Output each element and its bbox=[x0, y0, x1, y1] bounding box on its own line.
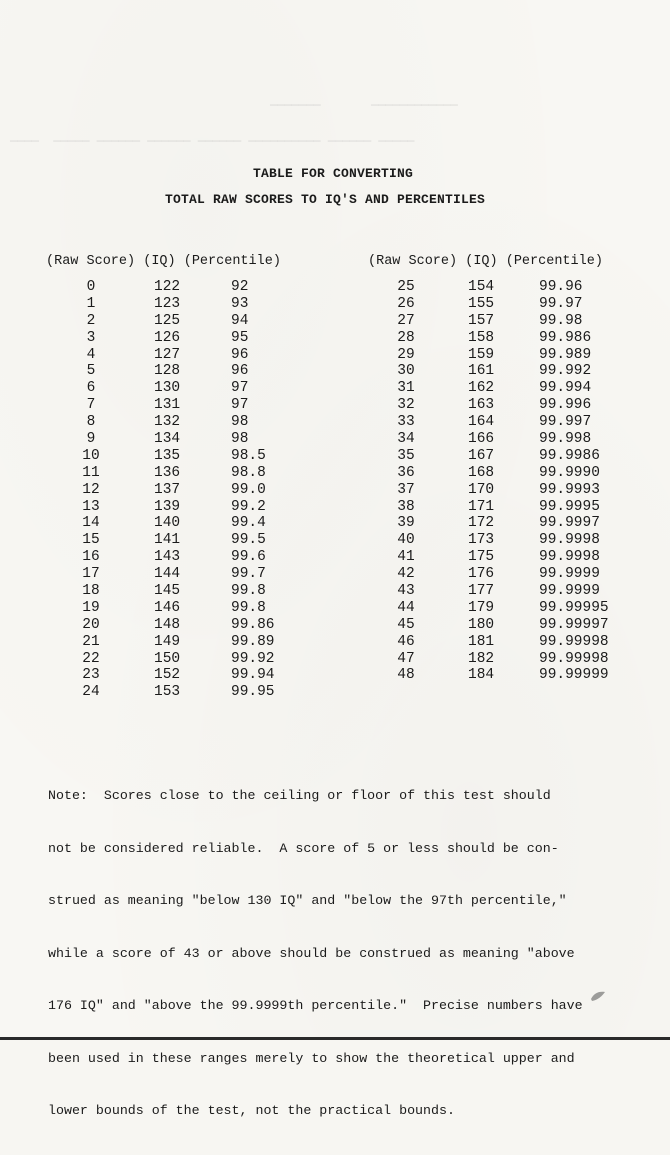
percentile-cell: 99.94 bbox=[231, 667, 275, 684]
iq-cell: 146 bbox=[154, 599, 181, 616]
percentile-cell: 96 bbox=[231, 346, 249, 363]
percentile-cell: 99.97 bbox=[539, 295, 583, 312]
raw-score-cell: 13 bbox=[82, 498, 100, 515]
percentile-cell: 99.7 bbox=[231, 566, 266, 583]
percentile-cell: 99.9999 bbox=[539, 566, 600, 583]
table-row bbox=[51, 296, 331, 313]
table-title-line-1: TABLE FOR CONVERTING bbox=[252, 166, 414, 181]
table-row bbox=[371, 566, 651, 583]
table-row bbox=[51, 515, 331, 532]
iq-cell: 168 bbox=[468, 464, 495, 481]
iq-cell: 144 bbox=[154, 566, 181, 583]
raw-score-cell: 20 bbox=[82, 616, 100, 633]
percentile-cell: 99.95 bbox=[231, 684, 275, 701]
table-row bbox=[51, 667, 331, 684]
percentile-cell: 99.9999 bbox=[539, 583, 600, 600]
right-column-headers: (Raw Score) (IQ) (Percentile) bbox=[368, 254, 603, 269]
table-row bbox=[51, 634, 331, 651]
table-row bbox=[371, 532, 651, 549]
iq-cell: 149 bbox=[154, 633, 181, 650]
raw-score-cell: 30 bbox=[397, 363, 415, 380]
percentile-cell: 99.8 bbox=[231, 599, 266, 616]
percentile-cell: 99.9995 bbox=[539, 498, 600, 515]
conversion-table-left bbox=[51, 279, 331, 701]
iq-cell: 132 bbox=[154, 414, 181, 431]
note-paragraph bbox=[48, 752, 648, 1155]
iq-cell: 154 bbox=[468, 279, 495, 295]
percentile-cell: 99.89 bbox=[231, 633, 275, 650]
iq-cell: 179 bbox=[468, 599, 495, 616]
raw-score-cell: 8 bbox=[86, 414, 96, 431]
raw-score-cell: 48 bbox=[397, 667, 415, 684]
percentile-cell: 99.997 bbox=[539, 414, 592, 431]
iq-cell: 158 bbox=[468, 329, 495, 346]
iq-cell: 166 bbox=[468, 431, 495, 448]
percentile-cell: 99.992 bbox=[539, 363, 592, 380]
table-row bbox=[51, 414, 331, 431]
raw-score-cell: 41 bbox=[397, 549, 415, 566]
table-row bbox=[371, 499, 651, 516]
raw-score-cell: 44 bbox=[397, 599, 415, 616]
table-row bbox=[51, 448, 331, 465]
percentile-cell: 99.9998 bbox=[539, 532, 600, 549]
table-row bbox=[371, 617, 651, 634]
iq-cell: 128 bbox=[154, 363, 181, 380]
raw-score-cell: 38 bbox=[397, 498, 415, 515]
percentile-cell: 95 bbox=[231, 329, 249, 346]
percentile-cell: 93 bbox=[231, 295, 249, 312]
note-line: been used in these ranges merely to show the theoretical upper and bbox=[48, 1050, 575, 1066]
raw-score-cell: 45 bbox=[397, 616, 415, 633]
raw-score-cell: 4 bbox=[86, 346, 96, 363]
percentile-cell: 99.4 bbox=[231, 515, 266, 532]
iq-cell: 170 bbox=[468, 481, 495, 498]
iq-cell: 139 bbox=[154, 498, 181, 515]
raw-score-cell: 36 bbox=[397, 464, 415, 481]
raw-score-cell: 2 bbox=[86, 312, 96, 329]
percentile-cell: 99.98 bbox=[539, 312, 583, 329]
raw-score-cell: 9 bbox=[86, 431, 96, 448]
percentile-cell: 96 bbox=[231, 363, 249, 380]
iq-cell: 171 bbox=[468, 498, 495, 515]
table-row bbox=[51, 380, 331, 397]
note-line: strued as meaning "below 130 IQ" and "below the 97th percentile," bbox=[48, 893, 567, 908]
table-row bbox=[371, 313, 651, 330]
table-row bbox=[371, 279, 651, 296]
percentile-cell: 99.996 bbox=[539, 397, 592, 414]
table-row bbox=[371, 397, 651, 414]
percentile-cell: 98.5 bbox=[231, 447, 266, 464]
iq-cell: 159 bbox=[468, 346, 495, 363]
table-row bbox=[51, 363, 331, 380]
raw-score-cell: 15 bbox=[82, 532, 100, 549]
percentile-cell: 99.986 bbox=[539, 329, 592, 346]
iq-cell: 163 bbox=[468, 397, 495, 414]
iq-cell: 123 bbox=[154, 295, 181, 312]
percentile-cell: 99.9990 bbox=[539, 464, 600, 481]
raw-score-cell: 27 bbox=[397, 312, 415, 329]
percentile-cell: 99.9993 bbox=[539, 481, 600, 498]
iq-cell: 136 bbox=[154, 464, 181, 481]
table-row bbox=[51, 600, 331, 617]
iq-cell: 180 bbox=[468, 616, 495, 633]
raw-score-cell: 26 bbox=[397, 295, 415, 312]
raw-score-cell: 42 bbox=[397, 566, 415, 583]
raw-score-cell: 21 bbox=[82, 633, 100, 650]
raw-score-cell: 10 bbox=[82, 447, 100, 464]
table-row bbox=[51, 651, 331, 668]
iq-cell: 137 bbox=[154, 481, 181, 498]
table-row bbox=[371, 515, 651, 532]
percentile-cell: 99.99998 bbox=[539, 633, 609, 650]
table-row bbox=[371, 667, 651, 684]
raw-score-cell: 1 bbox=[86, 295, 96, 312]
raw-score-cell: 12 bbox=[82, 481, 100, 498]
iq-cell: 134 bbox=[154, 431, 181, 448]
raw-score-cell: 23 bbox=[82, 667, 100, 684]
raw-score-cell: 17 bbox=[82, 566, 100, 583]
table-row bbox=[51, 583, 331, 600]
percentile-cell: 99.99999 bbox=[539, 667, 609, 684]
iq-cell: 152 bbox=[154, 667, 181, 684]
iq-cell: 153 bbox=[154, 684, 181, 701]
table-title-line-2: TOTAL RAW SCORES TO IQ'S AND PERCENTILES bbox=[164, 192, 486, 207]
percentile-cell: 99.9986 bbox=[539, 447, 600, 464]
percentile-cell: 99.9998 bbox=[539, 549, 600, 566]
percentile-cell: 99.99998 bbox=[539, 650, 609, 667]
iq-cell: 173 bbox=[468, 532, 495, 549]
iq-cell: 155 bbox=[468, 295, 495, 312]
table-row bbox=[371, 482, 651, 499]
iq-cell: 176 bbox=[468, 566, 495, 583]
raw-score-cell: 3 bbox=[86, 329, 96, 346]
table-row bbox=[371, 431, 651, 448]
table-row bbox=[371, 651, 651, 668]
raw-score-cell: 14 bbox=[82, 515, 100, 532]
table-row bbox=[371, 414, 651, 431]
iq-cell: 162 bbox=[468, 380, 495, 397]
left-column-headers: (Raw Score) (IQ) (Percentile) bbox=[46, 254, 281, 269]
table-row bbox=[371, 347, 651, 364]
percentile-cell: 98 bbox=[231, 431, 249, 448]
table-row bbox=[51, 549, 331, 566]
iq-cell: 167 bbox=[468, 447, 495, 464]
percentile-cell: 99.2 bbox=[231, 498, 266, 515]
iq-cell: 127 bbox=[154, 346, 181, 363]
table-row bbox=[51, 566, 331, 583]
table-row bbox=[51, 532, 331, 549]
table-row bbox=[51, 465, 331, 482]
iq-cell: 145 bbox=[154, 583, 181, 600]
raw-score-cell: 37 bbox=[397, 481, 415, 498]
iq-cell: 126 bbox=[154, 329, 181, 346]
iq-cell: 150 bbox=[154, 650, 181, 667]
table-row bbox=[371, 634, 651, 651]
iq-cell: 143 bbox=[154, 549, 181, 566]
raw-score-cell: 24 bbox=[82, 684, 100, 701]
raw-score-cell: 25 bbox=[397, 279, 415, 295]
percentile-cell: 99.99997 bbox=[539, 616, 609, 633]
raw-score-cell: 5 bbox=[86, 363, 96, 380]
iq-cell: 177 bbox=[468, 583, 495, 600]
iq-cell: 184 bbox=[468, 667, 495, 684]
table-row bbox=[371, 583, 651, 600]
iq-cell: 122 bbox=[154, 279, 181, 295]
bleed-through-text: ▁▁▁▁ ▁▁▁▁▁ ▁▁▁▁▁▁ ▁▁▁▁▁▁ ▁▁▁▁▁▁ ▁▁▁▁▁▁▁▁▁▁ ▁▁▁▁▁▁ ▁▁▁▁▁ bbox=[10, 129, 415, 143]
bleed-through-text: ▁▁▁▁▁▁▁ ▁▁▁▁▁▁▁▁▁▁▁▁ bbox=[270, 93, 458, 107]
percentile-cell: 99.998 bbox=[539, 431, 592, 448]
table-row bbox=[51, 482, 331, 499]
table-row bbox=[51, 397, 331, 414]
table-row bbox=[371, 380, 651, 397]
iq-cell: 130 bbox=[154, 380, 181, 397]
raw-score-cell: 46 bbox=[397, 633, 415, 650]
iq-cell: 181 bbox=[468, 633, 495, 650]
percentile-cell: 99.989 bbox=[539, 346, 592, 363]
iq-cell: 175 bbox=[468, 549, 495, 566]
table-row bbox=[371, 448, 651, 465]
note-line: lower bounds of the test, not the practical bounds. bbox=[48, 1103, 455, 1118]
raw-score-cell: 31 bbox=[397, 380, 415, 397]
raw-score-cell: 35 bbox=[397, 447, 415, 464]
percentile-cell: 99.9997 bbox=[539, 515, 600, 532]
note-line: not be considered reliable. A score of 5 or less should be con- bbox=[48, 840, 559, 856]
percentile-cell: 98.8 bbox=[231, 464, 266, 481]
raw-score-cell: 22 bbox=[82, 650, 100, 667]
iq-cell: 164 bbox=[468, 414, 495, 431]
percentile-cell: 99.96 bbox=[539, 279, 583, 295]
percentile-cell: 99.92 bbox=[231, 650, 275, 667]
ink-smudge bbox=[590, 990, 606, 1002]
iq-cell: 141 bbox=[154, 532, 181, 549]
iq-cell: 125 bbox=[154, 312, 181, 329]
raw-score-cell: 16 bbox=[82, 549, 100, 566]
raw-score-cell: 6 bbox=[86, 380, 96, 397]
raw-score-cell: 18 bbox=[82, 583, 100, 600]
iq-cell: 161 bbox=[468, 363, 495, 380]
raw-score-cell: 28 bbox=[397, 329, 415, 346]
percentile-cell: 97 bbox=[231, 380, 249, 397]
table-row bbox=[371, 330, 651, 347]
iq-cell: 148 bbox=[154, 616, 181, 633]
raw-score-cell: 40 bbox=[397, 532, 415, 549]
raw-score-cell: 43 bbox=[397, 583, 415, 600]
raw-score-cell: 11 bbox=[82, 464, 100, 481]
table-row bbox=[51, 347, 331, 364]
raw-score-cell: 34 bbox=[397, 431, 415, 448]
conversion-table-right bbox=[371, 279, 651, 684]
iq-cell: 140 bbox=[154, 515, 181, 532]
note-line: 176 IQ" and "above the 99.9999th percentile." Precise numbers have bbox=[48, 998, 583, 1013]
table-row bbox=[51, 617, 331, 634]
note-line: while a score of 43 or above should be construed as meaning "above bbox=[48, 945, 575, 961]
iq-cell: 135 bbox=[154, 447, 181, 464]
table-row bbox=[371, 465, 651, 482]
iq-cell: 131 bbox=[154, 397, 181, 414]
percentile-cell: 97 bbox=[231, 397, 249, 414]
percentile-cell: 99.8 bbox=[231, 583, 266, 600]
table-row bbox=[51, 684, 331, 701]
table-row bbox=[371, 600, 651, 617]
raw-score-cell: 32 bbox=[397, 397, 415, 414]
iq-cell: 157 bbox=[468, 312, 495, 329]
raw-score-cell: 47 bbox=[397, 650, 415, 667]
raw-score-cell: 39 bbox=[397, 515, 415, 532]
raw-score-cell: 19 bbox=[82, 599, 100, 616]
percentile-cell: 99.0 bbox=[231, 481, 266, 498]
percentile-cell: 92 bbox=[231, 279, 249, 295]
iq-cell: 172 bbox=[468, 515, 495, 532]
table-row bbox=[51, 330, 331, 347]
table-row bbox=[51, 431, 331, 448]
percentile-cell: 99.6 bbox=[231, 549, 266, 566]
table-row bbox=[371, 363, 651, 380]
table-row bbox=[371, 296, 651, 313]
percentile-cell: 94 bbox=[231, 312, 249, 329]
percentile-cell: 99.5 bbox=[231, 532, 266, 549]
table-row bbox=[371, 549, 651, 566]
raw-score-cell: 29 bbox=[397, 346, 415, 363]
raw-score-cell: 0 bbox=[86, 279, 96, 295]
percentile-cell: 98 bbox=[231, 414, 249, 431]
percentile-cell: 99.994 bbox=[539, 380, 592, 397]
iq-cell: 182 bbox=[468, 650, 495, 667]
table-row bbox=[51, 499, 331, 516]
raw-score-cell: 7 bbox=[86, 397, 96, 414]
note-line: Note: Scores close to the ceiling or floor of this test should bbox=[48, 788, 551, 803]
table-row bbox=[51, 313, 331, 330]
percentile-cell: 99.86 bbox=[231, 616, 275, 633]
table-row bbox=[51, 279, 331, 296]
percentile-cell: 99.99995 bbox=[539, 599, 609, 616]
raw-score-cell: 33 bbox=[397, 414, 415, 431]
